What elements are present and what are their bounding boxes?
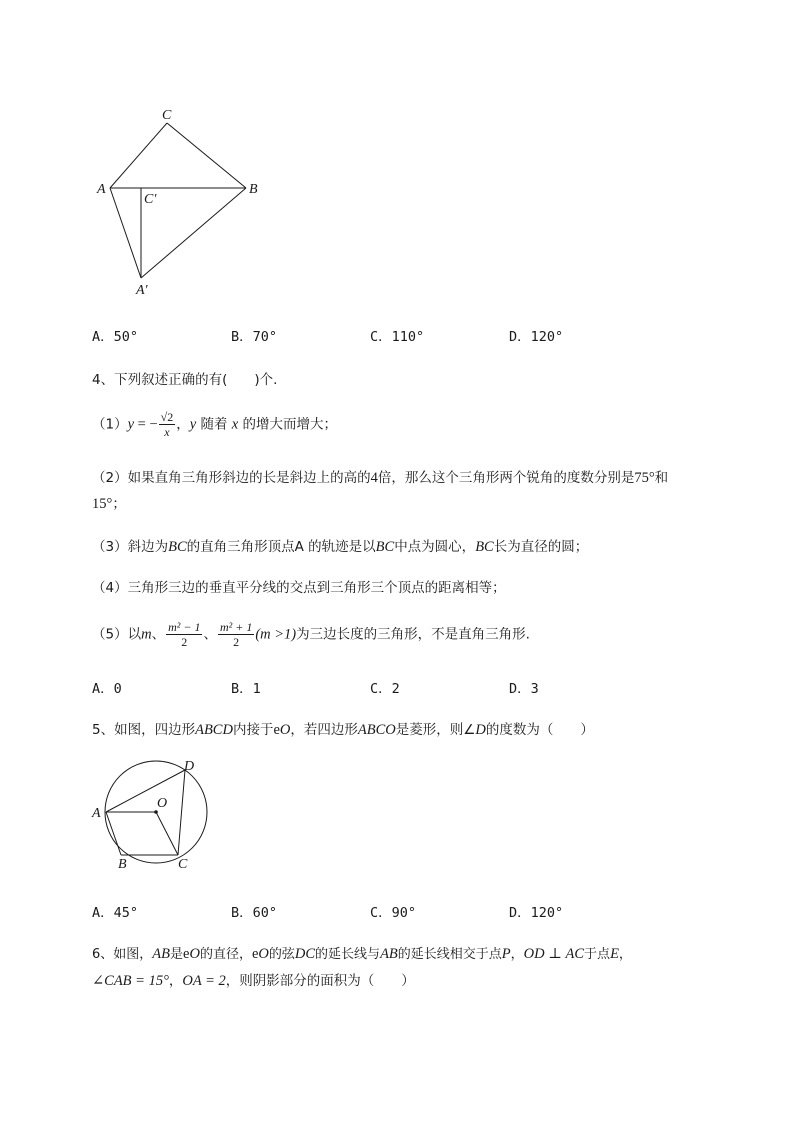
figure-inscribed-quadrilateral bbox=[88, 755, 228, 875]
segment-ab bbox=[106, 812, 121, 855]
segment-ac bbox=[110, 123, 167, 188]
label-a: A bbox=[92, 806, 101, 821]
label-a: A bbox=[97, 182, 106, 197]
option-a[interactable]: A．45° bbox=[92, 905, 139, 921]
label-a-prime: A′ bbox=[136, 283, 148, 298]
q4-statement-2-line2: 15°； bbox=[92, 496, 126, 512]
q4-statement-4: （4）三角形三边的垂直平分线的交点到三角形三个顶点的距离相等； bbox=[92, 580, 506, 596]
option-c[interactable]: C．110° bbox=[370, 329, 425, 345]
q6-stem-line1: 6、如图，AB是eO的直径，eO的弦DC的延长线与AB的延长线相交于点P，OD ⊥ AC于点E， bbox=[92, 946, 632, 962]
label-c-prime: C′ bbox=[144, 192, 157, 207]
option-a[interactable]: A．50° bbox=[92, 329, 139, 345]
fraction-sqrt2-over-x: $\frac{√2}{x}$ bbox=[160, 410, 174, 439]
option-d[interactable]: D．120° bbox=[509, 329, 564, 345]
label-b: B bbox=[118, 857, 127, 872]
segment-cd bbox=[178, 770, 185, 855]
option-c[interactable]: C．2 bbox=[370, 681, 400, 697]
option-b[interactable]: B．1 bbox=[231, 681, 261, 697]
label-o: O bbox=[157, 796, 168, 811]
label-c: C bbox=[178, 857, 188, 872]
option-b[interactable]: B．70° bbox=[231, 329, 278, 345]
q4-statement-1: （1）y = − $\frac{√2}{x}$ ，y 随着 x 的增大而增大； bbox=[92, 410, 337, 439]
fraction-m2-minus-1-over-2: $\frac{\text{m² − 1}}{2}$ bbox=[168, 620, 201, 649]
option-a[interactable]: A．0 bbox=[92, 681, 122, 697]
segment-oc bbox=[156, 812, 178, 855]
segment-aa-prime bbox=[110, 188, 141, 278]
segment-cb bbox=[167, 123, 246, 188]
q4-statement-5: （5）以m、 $\frac{\text{m² − 1}}{2}$ 、 $\frac{\text{m² + 1}}{2}$ (m >1)为三边长度的三角形，不是直角三角形. bbox=[92, 620, 530, 649]
label-d: D bbox=[184, 759, 195, 774]
fraction-m2-plus-1-over-2: $\frac{\text{m² + 1}}{2}$ bbox=[219, 620, 253, 649]
option-c[interactable]: C．90° bbox=[370, 905, 417, 921]
label-b: B bbox=[249, 182, 258, 197]
q5-stem: 5、如图，四边形ABCD内接于eO，若四边形ABCO是菱形，则∠D的度数为（ ） bbox=[92, 722, 594, 738]
q4-statement-3: （3）斜边为BC的直角三角形顶点A 的轨迹是以BC中点为圆心，BC长为直径的圆； bbox=[92, 539, 589, 555]
label-c: C bbox=[162, 108, 172, 123]
segment-ad bbox=[106, 770, 185, 812]
option-b[interactable]: B．60° bbox=[231, 905, 278, 921]
segment-a-prime-b bbox=[141, 188, 246, 278]
q6-stem-line2: ∠CAB = 15°，OA = 2，则阴影部分的面积为（ ） bbox=[92, 973, 415, 989]
option-d[interactable]: D．120° bbox=[509, 905, 564, 921]
figure-triangle-fold bbox=[90, 100, 270, 300]
q4-statement-2-line1: （2）如果直角三角形斜边的长是斜边上的高的4倍，那么这个三角形两个锐角的度数分别是75°和 bbox=[92, 470, 669, 486]
option-d[interactable]: D．3 bbox=[509, 681, 539, 697]
q4-stem: 4、下列叙述正确的有( )个. bbox=[92, 372, 278, 388]
